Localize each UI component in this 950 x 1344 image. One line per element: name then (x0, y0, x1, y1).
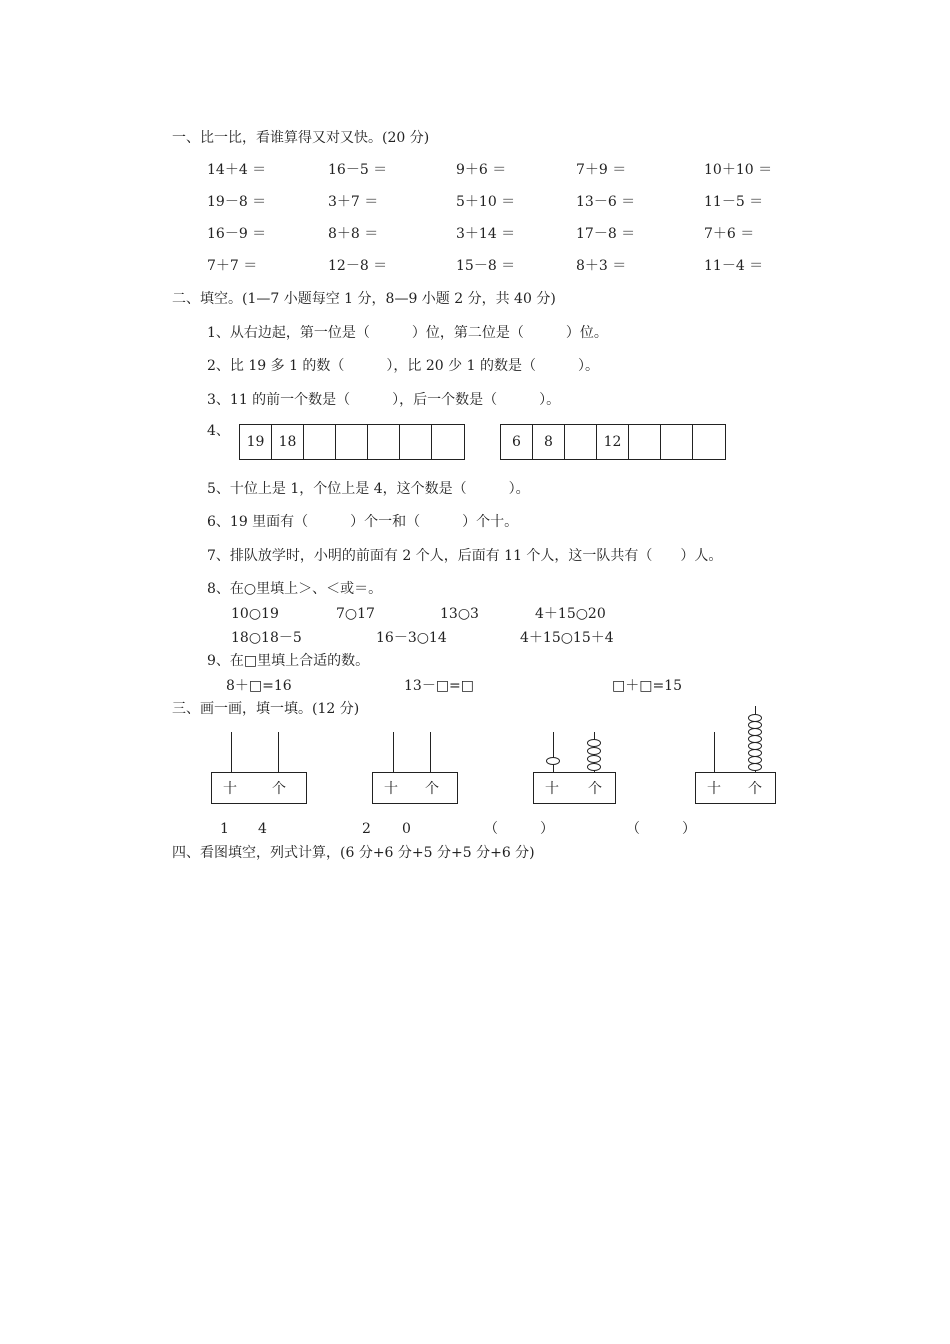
sequence-cell: 8 (533, 425, 565, 459)
sequence-cell (368, 425, 400, 459)
number-sequence-right (500, 424, 726, 460)
arith-item: 17－8 ＝ (576, 226, 636, 242)
sequence-cell (432, 425, 464, 459)
compare-item: 13○3 (440, 606, 479, 622)
sequence-cell: 18 (272, 425, 304, 459)
question-8: 8、在○里填上＞、＜或＝。 (207, 581, 383, 597)
sequence-cell (693, 425, 725, 459)
sequence-cell: 6 (501, 425, 533, 459)
compare-item: 4＋15○15＋4 (520, 630, 614, 646)
sequence-cell (304, 425, 336, 459)
compare-item: 18○18－5 (231, 630, 302, 646)
bead (546, 757, 560, 765)
tens-rod (393, 732, 394, 772)
sequence-cell: 19 (240, 425, 272, 459)
question-3: 3、11 的前一个数是（ ），后一个数是（ ）。 (207, 392, 561, 408)
arith-item: 3＋7 ＝ (328, 194, 379, 210)
ones-rod (430, 732, 431, 772)
question-2: 2、比 19 多 1 的数（ ），比 20 少 1 的数是（ ）。 (207, 358, 599, 374)
compare-item: 4＋15○20 (535, 606, 606, 622)
question-4-label: 4、 (207, 423, 230, 439)
ones-label: 个 (748, 781, 762, 797)
arith-item: 15－8 ＝ (456, 258, 516, 274)
ones-label: 个 (425, 781, 439, 797)
arith-item: 11－5 ＝ (704, 194, 764, 210)
abacus-answer: 0 (402, 821, 411, 837)
tens-rod (714, 732, 715, 772)
tens-rod (553, 732, 554, 772)
arith-item: 8＋8 ＝ (328, 226, 379, 242)
arith-item: 9＋6 ＝ (456, 162, 507, 178)
sequence-cell: 12 (597, 425, 629, 459)
ones-label: 个 (588, 781, 602, 797)
tens-label: 十 (223, 781, 237, 797)
question-5: 5、十位上是 1，个位上是 4，这个数是（ ）。 (207, 481, 530, 497)
fill-box-item: 8＋□=16 (226, 678, 292, 694)
section3-title: 三、画一画，填一填。(12 分) (172, 701, 360, 717)
arith-item: 16－5 ＝ (328, 162, 388, 178)
sequence-cell (629, 425, 661, 459)
question-1: 1、从右边起，第一位是（ ）位，第二位是（ ）位。 (207, 325, 608, 341)
abacus-answer: （ ） (626, 821, 696, 837)
section2-title: 二、填空。(1—7 小题每空 1 分，8—9 小题 2 分，共 40 分) (172, 291, 556, 307)
section1-title: 一、比一比，看谁算得又对又快。(20 分) (172, 130, 430, 146)
question-7: 7、排队放学时，小明的前面有 2 个人，后面有 11 个人，这一队共有（ ）人。 (207, 548, 723, 564)
arith-item: 3＋14 ＝ (456, 226, 516, 242)
arith-item: 5＋10 ＝ (456, 194, 516, 210)
abacus-answer: （ ） (484, 821, 554, 837)
fill-box-item: 13－□=□ (404, 678, 474, 694)
sequence-cell (565, 425, 597, 459)
ones-label: 个 (272, 781, 286, 797)
abacus-diagram (372, 724, 458, 804)
bead (587, 755, 601, 763)
bead (748, 763, 762, 771)
tens-label: 十 (707, 781, 721, 797)
tens-label: 十 (545, 781, 559, 797)
arith-item: 10＋10 ＝ (704, 162, 773, 178)
question-6: 6、19 里面有（ ）个一和（ ）个十。 (207, 514, 519, 530)
fill-box-item: □＋□=15 (612, 678, 682, 694)
tens-label: 十 (384, 781, 398, 797)
arith-item: 8＋3 ＝ (576, 258, 627, 274)
arith-item: 12－8 ＝ (328, 258, 388, 274)
compare-item: 7○17 (336, 606, 375, 622)
sequence-cell (661, 425, 693, 459)
abacus-diagram (211, 724, 307, 804)
sequence-cell (400, 425, 432, 459)
abacus-diagram (695, 700, 776, 804)
arith-item: 7＋7 ＝ (207, 258, 258, 274)
bead (587, 739, 601, 747)
ones-rod (278, 732, 279, 772)
arith-item: 7＋6 ＝ (704, 226, 755, 242)
arith-item: 19－8 ＝ (207, 194, 267, 210)
bead (587, 763, 601, 771)
sequence-cell (336, 425, 368, 459)
number-sequence-left (239, 424, 465, 460)
compare-item: 10○19 (231, 606, 279, 622)
compare-item: 16－3○14 (376, 630, 447, 646)
question-9: 9、在□里填上合适的数。 (207, 653, 370, 669)
arith-item: 7＋9 ＝ (576, 162, 627, 178)
arith-item: 14＋4 ＝ (207, 162, 267, 178)
arith-item: 13－6 ＝ (576, 194, 636, 210)
abacus-diagram (533, 724, 616, 804)
bead (587, 747, 601, 755)
tens-rod (231, 732, 232, 772)
arith-item: 16－9 ＝ (207, 226, 267, 242)
abacus-answer: 1 (220, 821, 229, 837)
abacus-answer: 4 (258, 821, 267, 837)
arith-item: 11－4 ＝ (704, 258, 764, 274)
section4-title: 四、看图填空，列式计算，(6 分+6 分+5 分+5 分+6 分) (172, 845, 535, 861)
abacus-answer: 2 (362, 821, 371, 837)
